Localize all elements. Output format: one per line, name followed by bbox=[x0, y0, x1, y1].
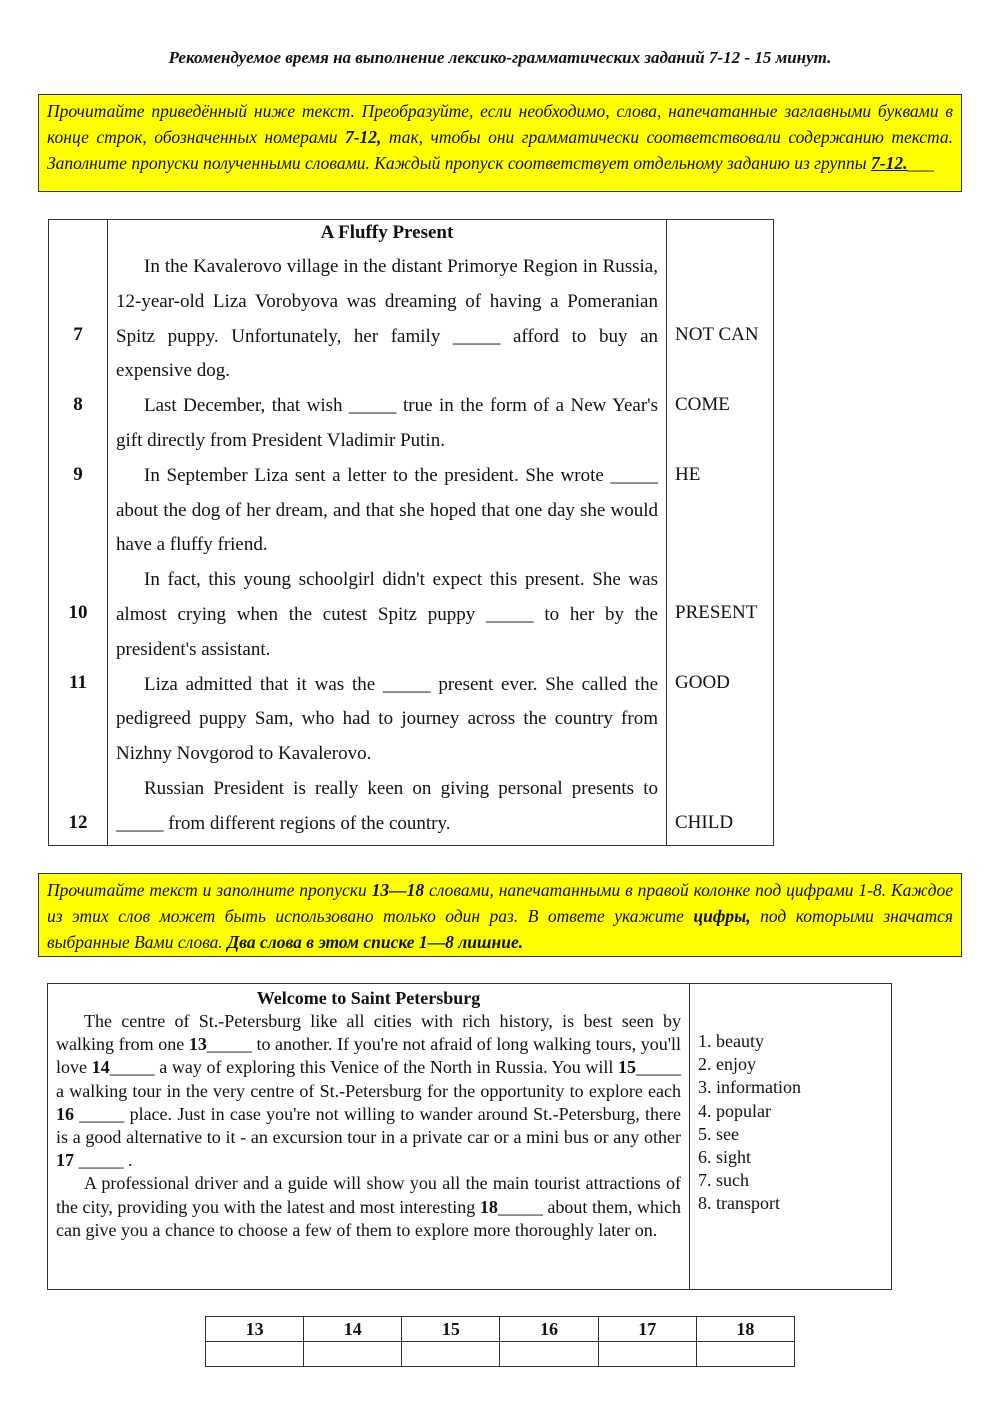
story-paragraph: Last December, that wish _____ true in the form of a New Year's gift directly from President Vladimir Putin. bbox=[116, 395, 658, 451]
passage-column bbox=[48, 984, 690, 1290]
item-number: 11 bbox=[69, 672, 87, 693]
gap-number: 18 bbox=[479, 1196, 498, 1217]
answer-cell-18[interactable] bbox=[696, 1342, 794, 1367]
instruction-note: Два слова в этом списке 1—8 лишние. bbox=[227, 932, 524, 952]
answer-cell-15[interactable] bbox=[402, 1342, 500, 1367]
answer-cell-14[interactable] bbox=[304, 1342, 402, 1367]
gap-number: 13 bbox=[188, 1034, 207, 1055]
word-option: 4. popular bbox=[698, 1100, 771, 1121]
item-number: 12 bbox=[68, 812, 88, 833]
keyword: HE bbox=[675, 464, 701, 485]
instruction-emphasis: цифры, bbox=[693, 906, 751, 926]
answer-header: 13 bbox=[206, 1317, 304, 1342]
instruction-text: Прочитайте текст и заполните пропуски bbox=[47, 880, 372, 900]
item-number: 8 bbox=[73, 394, 83, 415]
word-option: 1. beauty bbox=[698, 1031, 764, 1051]
answer-header: 18 bbox=[696, 1317, 794, 1342]
task-table-fluffy-present bbox=[48, 219, 774, 846]
keyword: NOT CAN bbox=[675, 324, 759, 345]
answer-table bbox=[205, 1316, 795, 1367]
instruction-range: 13—18 bbox=[371, 880, 425, 900]
passage-title: Welcome to Saint Petersburg bbox=[256, 988, 481, 1008]
instruction-text: словами, напечатанными в правой колонке под цифрами 1-8. Каждое из этих слов может быть использовано только один раз. В ответе укажите bbox=[47, 880, 953, 926]
answer-header: 16 bbox=[500, 1317, 598, 1342]
gap-number: 17 bbox=[56, 1150, 74, 1171]
answer-header: 17 bbox=[598, 1317, 696, 1342]
task-table-saint-petersburg bbox=[47, 983, 892, 1290]
word-option: 8. transport bbox=[698, 1193, 780, 1214]
instruction-range: 7-12, bbox=[344, 127, 382, 147]
word-option: 3. information bbox=[698, 1077, 801, 1098]
instruction-text: так, чтобы они грамматически соответствовали содержанию текста. Заполните пропуски полученными словами. Каждый пропуск соответствует отдельному заданию из группы bbox=[47, 127, 953, 173]
gap-number: 14 bbox=[91, 1057, 110, 1078]
instruction-box-2 bbox=[38, 873, 962, 957]
story-text bbox=[116, 250, 658, 842]
answer-cell-16[interactable] bbox=[500, 1342, 598, 1367]
story-paragraph: In September Liza sent a letter to the president. She wrote _____ about the dog of her dream, and that she hoped that one day she would have a fluffy friend. bbox=[116, 464, 658, 556]
options-column bbox=[690, 984, 892, 1290]
instruction-text: Прочитайте приведённый ниже текст. Преобразуйте, если необходимо, слова, напечатанные заглавными буквами в конце строк, обозначенных номерами bbox=[47, 101, 953, 147]
answer-cell-17[interactable] bbox=[598, 1342, 696, 1367]
answer-header: 14 bbox=[304, 1317, 402, 1342]
keyword: GOOD bbox=[675, 672, 730, 693]
word-option: 2. enjoy bbox=[698, 1054, 756, 1075]
keyword: COME bbox=[675, 394, 730, 415]
instruction-box-1 bbox=[38, 94, 962, 192]
word-options-list bbox=[698, 1030, 891, 1216]
passage-text bbox=[56, 1010, 681, 1242]
instruction-text: под которыми значатся выбранные Вами слова. bbox=[47, 906, 953, 952]
word-option: 5. see bbox=[698, 1123, 739, 1144]
answer-cell-13[interactable] bbox=[206, 1342, 304, 1367]
gap-number: 16 bbox=[56, 1103, 74, 1124]
time-recommendation: Рекомендуемое время на выполнение лексико-грамматических заданий 7-12 - 15 минут. bbox=[168, 48, 832, 67]
passage-paragraph: A professional driver and a guide will show you all the main tourist attractions of the city, providing you with the latest and most interesting 18_____ about them, which can give you a chance to choose a few of them to explore more thoroughly later on. bbox=[56, 1173, 681, 1240]
story-title: A Fluffy Present bbox=[320, 222, 454, 243]
story-paragraph: In the Kavalerovo village in the distant Primorye Region in Russia, 12-year-old Liza Vorobyova was dreaming of having a Pomeranian Spitz puppy. Unfortunately, her family _____ afford to buy an expensive dog. bbox=[116, 256, 658, 382]
passage-paragraph: The centre of St.-Petersburg like all cities with rich history, is best seen by walking from one 13_____ to another. If you're not afraid of long walking tours, you'll love 14_____ a way of exploring this Venice of the North in Russia. You will 15_____ a walking tour in the very centre of St.-Petersburg for the opportunity to explore each 16 _____ place. Just in case you're not willing to wander around St.-Petersburg, there is a good alternative to it - an excursion tour in a private car or a mini bus or any other 17 _____ . bbox=[56, 1011, 682, 1171]
item-number: 10 bbox=[68, 602, 88, 623]
keyword: CHILD bbox=[675, 812, 734, 833]
story-paragraph: In fact, this young schoolgirl didn't expect this present. She was almost crying when the cutest Spitz puppy _____ to her by the president's assistant. bbox=[116, 569, 658, 660]
keyword: PRESENT bbox=[675, 602, 758, 623]
story-text-column bbox=[108, 220, 667, 846]
story-paragraph: Russian President is really keen on giving personal presents to _____ from different regions of the country. bbox=[116, 777, 658, 834]
answer-header: 15 bbox=[402, 1317, 500, 1342]
gap-number: 15 bbox=[618, 1057, 636, 1078]
word-option: 7. such bbox=[698, 1170, 749, 1191]
story-paragraph: Liza admitted that it was the _____ present ever. She called the pedigreed puppy Sam, who had to journey across the country from Nizhny Novgorod to Kavalerovo. bbox=[116, 673, 658, 765]
instruction-range-end: 7-12. bbox=[871, 153, 908, 173]
instruction-tail: ___ bbox=[907, 153, 934, 173]
keyword-column bbox=[667, 220, 774, 846]
item-number: 7 bbox=[73, 324, 83, 345]
item-number-column bbox=[49, 220, 108, 846]
item-number: 9 bbox=[73, 464, 83, 485]
word-option: 6. sight bbox=[698, 1147, 752, 1168]
